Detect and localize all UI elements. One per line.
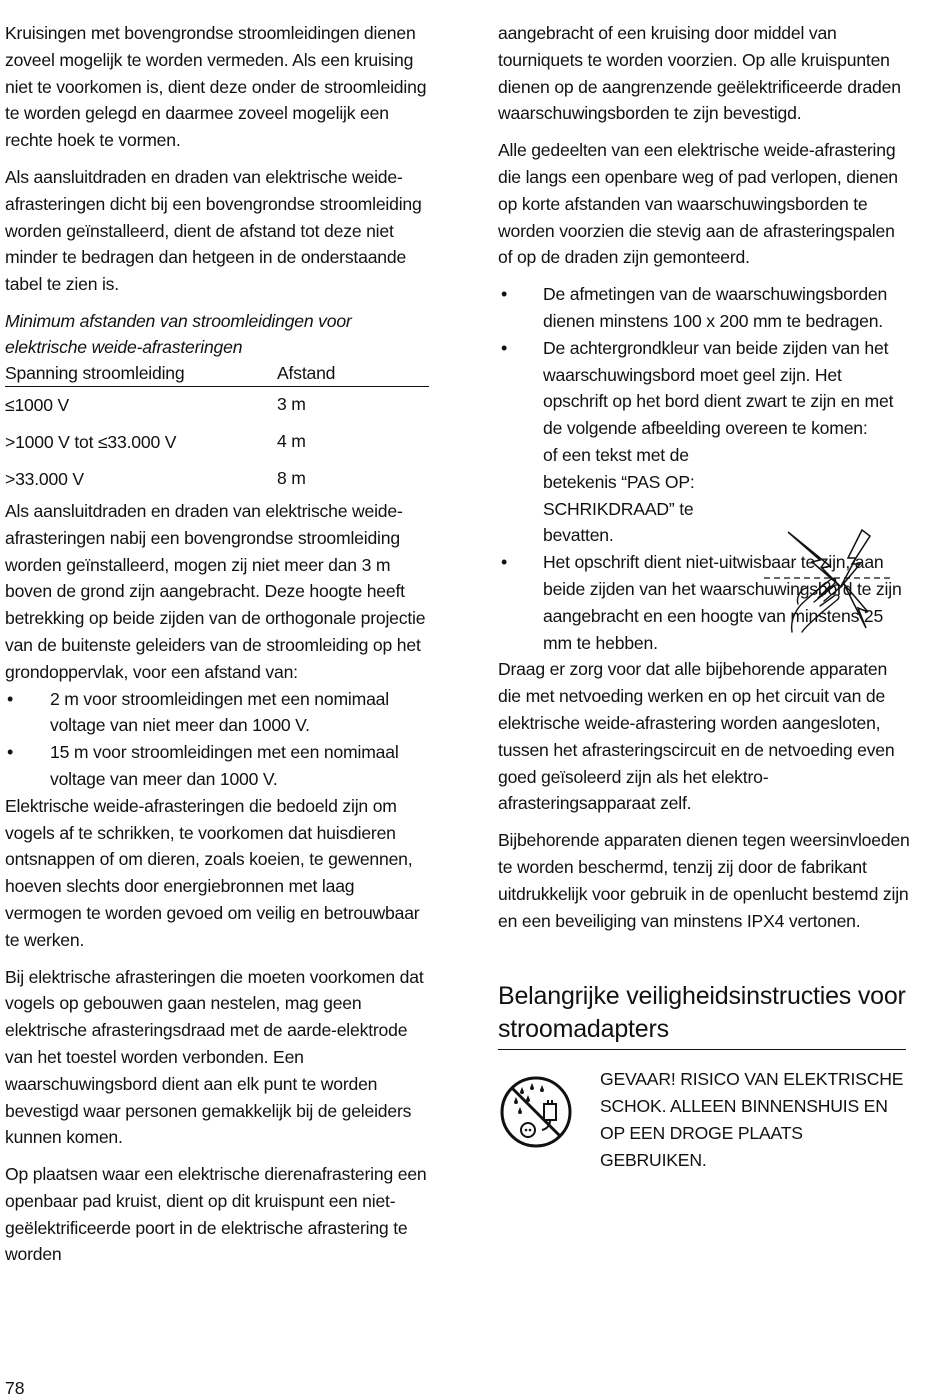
paragraph-mains-devices: Draag er zorg voor dat alle bijbehorende apparaten die met netvoeding werken en op het circuit van de elektrische weide-afrastering worden aangesloten, tussen het afrasteringscircuit en de netvoeding even goed geïsoleerd zijn als het elektro-afrasteringsapparaat zelf. xyxy=(498,659,895,814)
table-row xyxy=(5,461,429,498)
paragraph-crossings: Kruisingen met bovengrondse stroomleidingen dienen zoveel mogelijk te worden vermeden. Als een kruising niet te voorkomen is, dient deze onder de stroomleiding te worden gelegd en daarmee zoveel mogelijk een rechte hoek te vormen. xyxy=(5,23,427,151)
table-cell-distance: 8 m xyxy=(277,467,306,488)
table-cell-voltage: >1000 V tot ≤33.000 V xyxy=(5,432,177,453)
page-number: 78 xyxy=(5,1378,25,1398)
hand-touching-electric-fence-icon xyxy=(762,528,892,643)
paragraph-distance-intro: Als aansluitdraden en draden van elektrische weide-afrasteringen dicht bij een bovengrondse stroomleiding worden geïnstalleerd, dient de afstand tot deze niet minder te bedragen dan hetgeen in de onderstaande tabel te zien is. xyxy=(5,166,422,295)
list-item: • 15 m voor stroomleidingen met een nomimaal voltage van meer dan 1000 V. xyxy=(5,739,435,793)
list-item xyxy=(498,335,910,549)
paragraph-low-power: Elektrische weide-afrasteringen die bedoeld zijn om vogels af te schrikken, te voorkomen dat huisdieren ontsnappen of om dieren, zoals koeien, te gewennen, hoeven slechts door energiebronnen met laag vermogen te worden gevoed om veilig en betrouwbaar te werken. xyxy=(5,795,420,950)
list-item: • Het opschrift dient niet-uitwisbaar te zijn, aan beide zijden van het waarschuwingsbord te zijn aangebracht en een hoogte van minstens 25 mm te hebben. xyxy=(498,549,910,656)
distance-table xyxy=(5,360,429,498)
danger-notice xyxy=(498,1066,910,1186)
table-header-distance: Afstand xyxy=(272,360,429,387)
paragraph-height-rules: Als aansluitdraden en draden van elektrische weide-afrasteringen nabij een bovengrondse stroomleiding worden geïnstalleerd, mogen zij niet meer dan 3 m boven de grond zijn aangebracht. Deze hoogte heeft betrekking op beide zijden van de orthogonale projectie van de buitenste geleiders van de stroomleiding op het grondoppervlak, voor een afstand van: xyxy=(5,500,426,682)
paragraph-crossing-points: aangebracht of een kruising door middel van tourniquets te worden voorzien. Op alle kruispunten dienen op de aangrenzende geëlektrificeerde draden waarschuwingsborden te zijn bevestigd. xyxy=(498,23,901,124)
table-row xyxy=(5,424,429,461)
list-item: • De afmetingen van de waarschuwingsborden dienen minstens 100 x 200 mm te bedragen. xyxy=(498,281,910,335)
table-header-voltage: Spanning stroomleiding xyxy=(5,360,272,387)
no-rain-indoor-use-icon xyxy=(498,1074,574,1158)
sign-color-text: De achtergrondkleur van beide zijden van het waarschuwingsbord moet geel zijn. Het opschrift op het bord dient zwart te zijn en met de volgende afbeelding overeen te komen: xyxy=(543,337,894,439)
table-row xyxy=(5,386,429,424)
left-column xyxy=(5,20,435,1278)
table-caption: Minimum afstanden van stroomleidingen voor elektrische weide-afrasteringen xyxy=(5,310,352,357)
table-cell-voltage: ≤1000 V xyxy=(5,395,70,416)
section-title: Belangrijke veiligheidsinstructies voor stroomadapters xyxy=(498,980,906,1050)
table-header-row xyxy=(5,360,429,387)
sign-alt-text: of een tekst met de betekenis “PAS OP: SCHRIKDRAAD” te bevatten. xyxy=(543,444,695,546)
paragraph-public-road: Alle gedeelten van een elektrische weide-afrastering die langs een openbare weg of pad verlopen, dienen op korte afstanden van waarschuwingsborden te worden voorzien die stevig aan de afrasteringspalen of op de draden zijn gemonteerd. xyxy=(498,140,898,268)
table-cell-voltage: >33.000 V xyxy=(5,469,84,490)
paragraph-bird-fences: Bij elektrische afrasteringen die moeten voorkomen dat vogels op gebouwen gaan nestelen, mag geen elektrische afrasteringsdraad met de aarde-elektrode van het toestel worden verbonden. Een waarschuwingsbord dient aan elk punt te worden bevestigd waar personen gemakkelijk bij de geleiders kunnen komen. xyxy=(5,966,424,1148)
voltage-bullet-list xyxy=(5,686,435,793)
paragraph-weather-protection: Bijbehorende apparaten dienen tegen weersinvloeden te worden beschermd, tenzij zij door de fabrikant uitdrukkelijk voor gebruik in de openlucht bestemd zijn en een beveiliging van minstens IPX4 vertonen. xyxy=(498,830,910,931)
danger-text: GEVAAR! RISICO VAN ELEKTRISCHE SCHOK. ALLEEN BINNENSHUIS EN OP EEN DROGE PLAATS GEBRUIKEN. xyxy=(600,1069,904,1170)
table-cell-distance: 4 m xyxy=(277,430,306,451)
table-cell-distance: 3 m xyxy=(277,393,306,414)
list-item: • 2 m voor stroomleidingen met een nomimaal voltage van niet meer dan 1000 V. xyxy=(5,686,435,740)
paragraph-public-path: Op plaatsen waar een elektrische dierenafrastering een openbaar pad kruist, dient op dit kruispunt een niet-geëlektrificeerde poort in de elektrische afrastering te worden xyxy=(5,1164,427,1265)
